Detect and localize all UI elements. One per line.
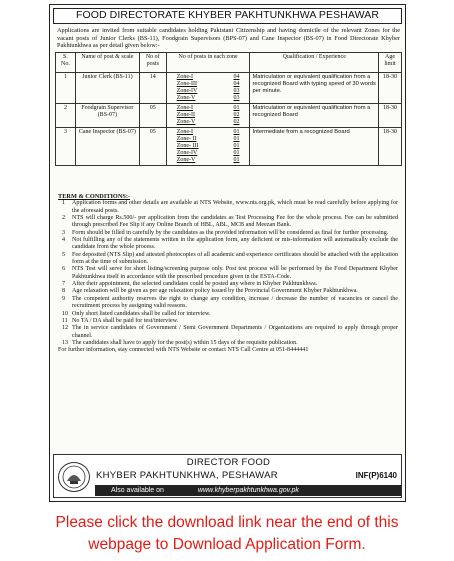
zone-line	[169, 129, 248, 136]
download-notice	[0, 512, 454, 556]
zone-line	[169, 150, 248, 157]
zone-count: 01	[233, 157, 240, 163]
zone-count: 04	[233, 74, 240, 80]
zone-line	[169, 88, 248, 95]
term-number: 10	[62, 310, 69, 317]
zone-line	[169, 157, 248, 164]
row-qualification: Matriculation or equivalent qualification from a recognized Board	[250, 104, 379, 128]
terms-section	[58, 193, 398, 355]
zone-name: Zone-I	[176, 105, 194, 111]
term-number: 4	[62, 237, 66, 244]
header-age-limit: Age limit	[378, 53, 401, 73]
term-number: 13	[62, 339, 69, 346]
table-header-row	[56, 53, 402, 73]
term-item	[58, 311, 398, 318]
zone-name: Zone-V	[176, 119, 196, 125]
zone-count: 02	[233, 119, 240, 125]
row-sno: 3	[56, 128, 76, 166]
term-text: Fee deposited (NTS Slip) and attested photocopies of all academic and experience certificates should be attached with the application form at the time of submission.	[72, 251, 398, 266]
term-number: 8	[62, 288, 66, 295]
zone-line	[169, 119, 248, 126]
term-text: Not fulfilling any of the statements written in the application form, any deficient or mis-information will automatically exclude the candidate from the whole process.	[72, 237, 398, 251]
row-posts: 14	[139, 73, 166, 104]
signatory-address: KHYBER PAKHTUNKHWA, PESHAWAR	[96, 470, 278, 481]
header-zones: No of posts in each zone	[166, 53, 250, 73]
zone-count: 02	[233, 112, 240, 118]
website-link[interactable]: www.khyberpakhtunkhwa.gov.pk	[197, 487, 299, 494]
table-row	[56, 128, 402, 166]
term-number: 11	[62, 317, 68, 324]
term-item	[58, 200, 398, 215]
term-number: 1	[62, 200, 66, 207]
row-qualification: Matriculation or equivalent qualification from a recognized Board with typing speed of 30 words per minute.	[250, 73, 379, 104]
term-text: No TA / DA shall be paid for test/interview.	[72, 317, 179, 324]
term-item	[58, 325, 398, 340]
zone-count: 01	[233, 129, 240, 135]
row-sno: 1	[56, 73, 76, 104]
zone-count: 04	[233, 81, 240, 87]
term-number: 6	[62, 266, 66, 273]
term-item	[58, 237, 398, 252]
row-posts: 05	[139, 128, 166, 166]
intro-paragraph: Applications are invited from suitable candidates holding Pakistani Citizenship and having domicile of the relevant Zones for the vacant posts of Junior Clerks (BS-11), Foodgrain Supervisors (BPS-07) and Cane Inspector (BS-07) in Food Directorate Khyber Pakhtunkhwa as per detail given below:-	[57, 27, 400, 50]
header-qualification: Qualification / Experience	[250, 53, 379, 73]
row-zones	[166, 73, 250, 104]
row-post-name: Junior Clerk (BS-11)	[75, 73, 139, 104]
terms-title: TERM & CONDITIONS:-	[58, 193, 131, 200]
zone-name: Zone-V	[176, 95, 196, 101]
row-post-name: Foodgrain Supervisor (BS-07)	[75, 104, 139, 128]
zone-line	[169, 105, 248, 112]
row-post-name: Cane Inspector (BS-07)	[75, 128, 139, 166]
row-posts: 05	[139, 104, 166, 128]
zone-count: 03	[233, 95, 240, 101]
zone-line	[169, 143, 248, 150]
zone-line	[169, 95, 248, 102]
job-advertisement	[49, 4, 406, 502]
zone-count: 01	[233, 136, 240, 142]
term-item	[58, 215, 398, 230]
term-text: Form should be filled in carefully by the candidates as the provided information will be considered as final for further processing.	[72, 229, 389, 236]
header-no-of-posts: No of posts	[139, 53, 166, 73]
zone-name: Zone-IV	[176, 150, 198, 156]
zone-count: 01	[233, 105, 240, 111]
term-text: Age relaxation will be given as per age relaxation policy issued by the Provincial Government Khyber Pakhtunkhwa.	[72, 288, 358, 295]
row-sno: 2	[56, 104, 76, 128]
zone-count: 01	[233, 150, 240, 156]
term-text: After their appointment, the selected candidates could be posted any where in Khyber Pakhtunkhwa.	[72, 281, 318, 288]
zone-name: Zone-I	[176, 129, 194, 135]
zone-name: Zone- III	[176, 143, 199, 149]
header-sno: S. No.	[56, 53, 76, 73]
ad-title: FOOD DIRECTORATE KHYBER PAKHTUNKHWA PESHAWAR	[53, 8, 402, 24]
inf-reference: INF(P)6140	[355, 471, 397, 480]
signature-block	[53, 454, 402, 498]
term-text: Application forms and other details are available at NTS Website, www.nts.org.pk, which must be read carefully before applying for the aforesaid posts.	[72, 200, 398, 214]
row-qualification: Intermediate from a recognized Board	[250, 128, 379, 166]
also-available-label: Also available on	[111, 487, 164, 494]
term-text: The in service candidates of Government / Semi Government Departments / Organizations are required to apply through proper channel.	[72, 325, 398, 339]
zone-line	[169, 74, 248, 81]
term-text: NTS Test will serve for short listing/screening purpose only. Post test process will be performed by the Food Department Khyber Pakhtunkhwa itself in accordance with the prescribed procedure given in the ESTA-Code.	[72, 266, 398, 280]
signatory-title: DIRECTOR FOOD	[186, 457, 271, 468]
row-age-limit: 18-30	[378, 104, 401, 128]
row-age-limit: 18-30	[378, 73, 401, 104]
term-text: The candidates shall have to apply for the post(s) within 15 days of the requisite publication.	[72, 339, 298, 346]
zone-name: Zone-I	[176, 74, 194, 80]
zone-name: Zone-IV	[176, 88, 198, 94]
term-item	[58, 252, 398, 267]
website-bar	[95, 485, 401, 496]
term-text: NTS will charge Rs.500/- per application from the candidates as Test Processing Fee for the whole process. Fee can be submitted through prescribed Fee Slip if any Online Branch of HBL, ABL, MCB and Meezan Bank.	[72, 215, 398, 229]
zone-line	[169, 136, 248, 143]
term-number: 7	[62, 281, 66, 288]
zone-name: Zone- II	[176, 136, 197, 142]
term-number: 3	[62, 229, 66, 236]
table-row	[56, 104, 402, 128]
term-number: 12	[62, 325, 69, 332]
table-row	[56, 73, 402, 104]
download-notice-line-2: webpage to Download Application Form.	[88, 536, 366, 553]
term-item	[58, 296, 398, 311]
row-age-limit: 18-30	[378, 128, 401, 166]
zone-line	[169, 81, 248, 88]
zone-name: Zone-V	[176, 157, 196, 163]
term-item	[58, 281, 398, 288]
zone-count: 01	[233, 143, 240, 149]
row-zones	[166, 104, 250, 128]
term-number: 9	[62, 295, 66, 302]
term-item	[58, 266, 398, 281]
zone-line	[169, 112, 248, 119]
term-item	[58, 230, 398, 237]
term-number: 2	[62, 215, 66, 222]
header-post-name: Name of post & scale	[75, 53, 139, 73]
term-number: 5	[62, 251, 66, 258]
term-text: The competent authority reserves the right to change any condition, increase / decrease the number of vacancies or cancel the recruitment process by assigning valid reasons.	[72, 295, 398, 310]
term-text: Only short listed candidates shall be called for interview.	[72, 310, 211, 317]
term-item	[58, 288, 398, 295]
zone-name: Zone-III	[176, 81, 198, 87]
further-info: For further information, stay connected with NTS Website or contact NTS Call Centre at 051-8444441	[58, 347, 309, 354]
download-notice-line-1: Please click the download link near the end of this	[55, 514, 399, 531]
posts-table	[55, 52, 402, 166]
zone-name: Zone-II	[176, 112, 196, 118]
zone-count: 03	[233, 88, 240, 94]
row-zones	[166, 128, 250, 166]
